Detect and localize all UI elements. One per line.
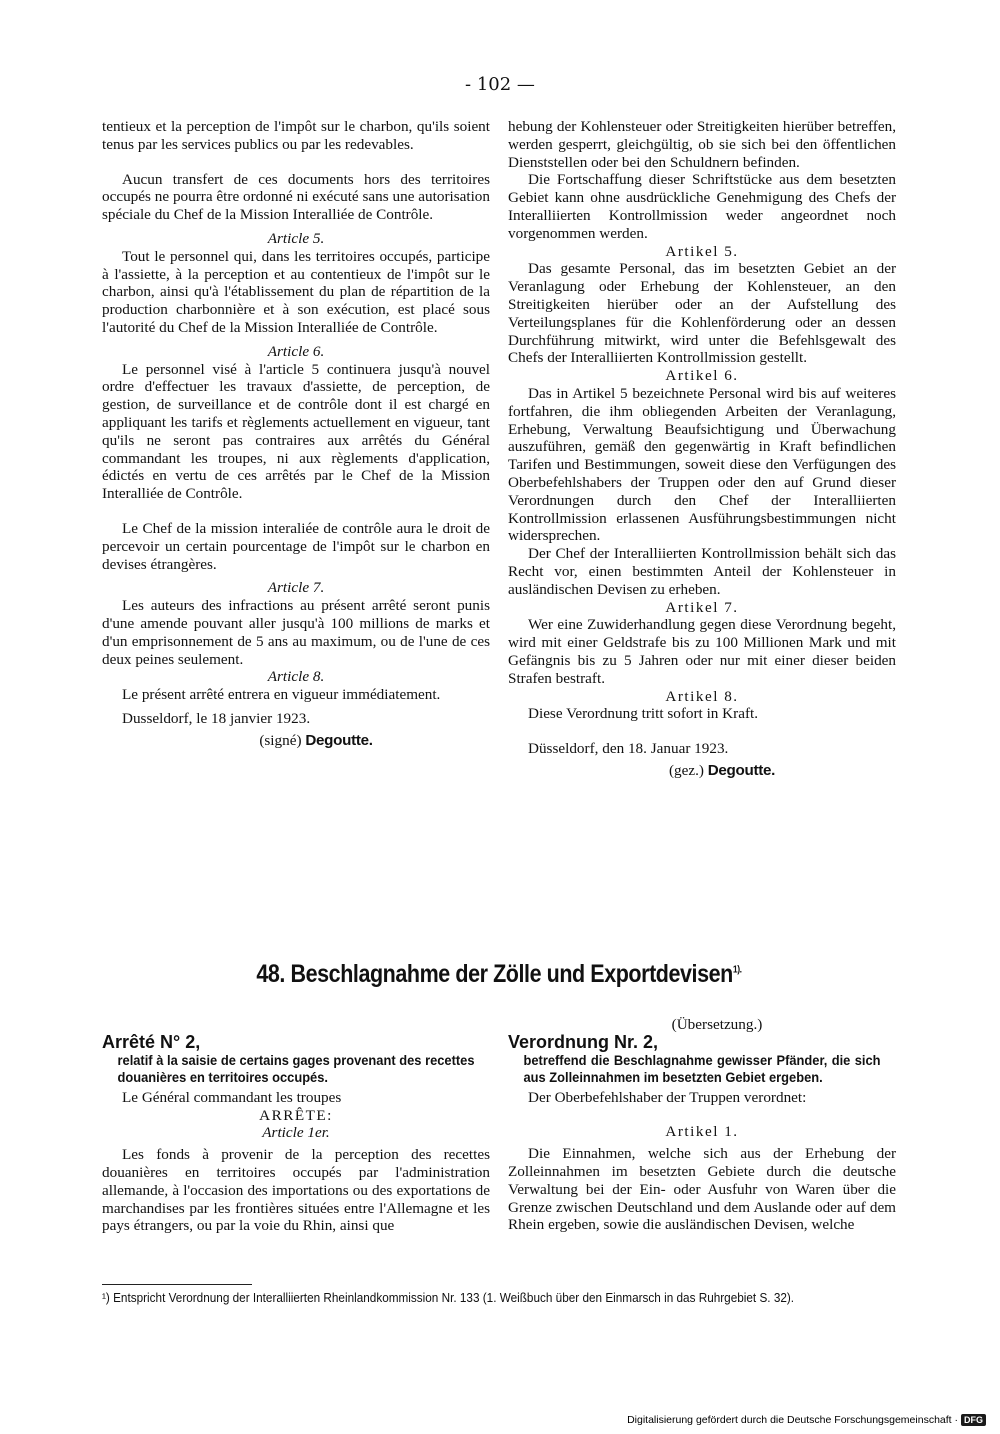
paragraph: Der Chef der Interalliierten Kontrollmission behält sich das Recht vor, einen bestimmten Anteil der Kohlensteuer in ausländischen Devisen zu erheben. [508, 545, 896, 598]
right-column-lower [508, 1016, 896, 1234]
article-heading: Article 8. [267, 668, 325, 686]
article-heading: Artikel 1. [665, 1123, 739, 1141]
decree-subtitle: betreffend die Beschlagnahme gewisser Pfänder, die sich aus Zolleinnahmen im besetzten Gebiet ergeben. [523, 1051, 881, 1085]
decree-word: ARRÊTE: [259, 1106, 333, 1124]
left-column-lower [102, 1034, 490, 1235]
right-column-upper [508, 118, 896, 780]
signature [102, 732, 490, 750]
signature-prefix: (gez.) [668, 761, 704, 779]
article-heading: Artikel 6. [665, 367, 739, 385]
paragraph: Le Chef de la mission interaliée de contrôle aura le droit de percevoir un certain pourcentage de l'impôt sur le charbon en devises étrangères. [102, 519, 490, 573]
footnote: ¹) Entspricht Verordnung der Interalliierten Rheinlandkommission Nr. 133 (1. Weißbuch über den Einmarsch in das Ruhrgebiet S. 32). [102, 1291, 795, 1305]
signature-name: Degoutte. [707, 761, 776, 779]
paragraph: tentieux et la perception de l'impôt sur le charbon, qu'ils soient tenus par les services publics ou par les redevables. [102, 118, 490, 153]
footnote-marker: 1). [732, 964, 742, 976]
signature [508, 762, 896, 780]
section-title-text: 48. Beschlagnahme der Zölle und Exportdevisen [256, 960, 733, 988]
dfg-logo: DFG [961, 1414, 986, 1426]
decree-title: Arrêté N° 2, [102, 1032, 201, 1052]
paragraph: Die Fortschaffung dieser Schriftstücke aus dem besetzten Gebiet kann ohne ausdrückliche Genehmigung des Chefs der Interalliierten Kontrollmission weder angeordnet noch vorgenommen werden. [508, 171, 896, 242]
signature-prefix: (signé) [259, 731, 302, 749]
place-date: Düsseldorf, den 18. Januar 1923. [528, 740, 729, 758]
intro-line: Der Oberbefehlshaber der Truppen verordnet: [528, 1088, 807, 1106]
translation-note: (Übersetzung.) [671, 1016, 763, 1033]
paragraph: Tout le personnel qui, dans les territoires occupés, participe à l'assiette, à la perception et au contentieux de l'impôt sur le charbon, ainsi qu'à l'établissement du plan de répartition de la production charbonnière et à son exécution, est placé sous l'autorité du Chef de la Mission Interalliée de Contrôle. [102, 247, 490, 336]
paragraph: Le présent arrêté entrera en vigueur immédiatement. [122, 686, 441, 704]
paragraph: Wer eine Zuwiderhandlung gegen diese Verordnung begeht, wird mit einer Geldstrafe bis zu 100 Millionen Mark und mit Gefängnis bis zu 5 Jahren oder nur mit einer dieser beiden Strafen bestraft. [508, 616, 896, 687]
left-column-upper [102, 118, 490, 750]
article-heading: Article 1er. [262, 1124, 330, 1142]
article-heading: Article 7. [267, 579, 325, 597]
page-number: - 102 — [465, 74, 535, 95]
paragraph: Aucun transfert de ces documents hors des territoires occupés ne pourra être ordonné ni exécuté sans une autorisation spéciale du Chef de la Mission Interalliée de Contrôle. [102, 170, 490, 224]
intro-line: Le Général commandant les troupes [122, 1088, 342, 1106]
paragraph: Les auteurs des infractions au présent arrêté seront punis d'une amende pouvant aller jusqu'à 100 millions de marks et d'un emprisonnement de 5 ans au maximum, ou de l'une de ces deux peines seulement. [102, 597, 490, 668]
paragraph: Das gesamte Personal, das im besetzten Gebiet an der Veranlagung oder Erhebung der Kohlensteuer, an den Streitigkeiten hierüber oder an der Aufstellung des Verteilungsplanes für die Kohlenförderung oder an dessen Durchführung mitwirkt, wird unter die Befehlsgewalt des Chefs der Interalliierten Kontrollmission gestellt. [508, 260, 896, 367]
digitization-credit [627, 1414, 986, 1426]
signature-name: Degoutte. [305, 731, 373, 749]
section-title [158, 960, 841, 989]
paragraph: Das in Artikel 5 bezeichnete Personal wird bis auf weiteres fortfahren, die ihm obliegenden Arbeiten der Veranlagung, Erhebung, Verwaltung Beaufsichtigung und Überwachung auszuführen, gemäß den gegenwärtig in Kraft befindlichen Tarifen und Bestimmungen, soweit diese den Verfügungen des Oberbefehlshabers der Truppen oder den auf Grund dieser Verordnungen durch den Chef der Interalliierten Kontrollmission erlassenen Ausführungsbestimmungen nicht widersprechen. [508, 384, 896, 545]
article-heading: Article 5. [267, 229, 325, 247]
paragraph: Diese Verordnung tritt sofort in Kraft. [528, 705, 759, 723]
footnote-rule [102, 1284, 252, 1285]
paragraph: Die Einnahmen, welche sich aus der Erhebung der Zolleinnahmen im besetzten Gebiete durch die deutsche Verwaltung bei der Ein- oder Ausfuhr von Waren über die Grenze zwischen Deutschland und dem Auslande oder auf dem Rhein ergeben, sowie die ausländischen Devisen, welche [508, 1145, 896, 1234]
credit-text: Digitalisierung gefördert durch die Deutsche Forschungsgemeinschaft · [627, 1414, 958, 1426]
decree-title: Verordnung Nr. 2, [508, 1031, 659, 1052]
paragraph: Le personnel visé à l'article 5 continuera jusqu'à nouvel ordre d'effectuer les travaux d'assiette, de perception, de gestion, de surveillance et de contrôle dont il est chargé en appliquant les tarifs et règlements actuellement en vigueur, tant qu'ils ne seront pas contraires aux arrêtés du Général commandant les troupes, ni aux règlements d'application, édictés en vertu de ces arrêtés par le Chef de la Mission Interalliée de Contrôle. [102, 360, 490, 503]
article-heading: Article 6. [267, 342, 325, 360]
paragraph: hebung der Kohlensteuer oder Streitigkeiten hierüber betreffen, werden gesperrt, gleichgültig, ob sie sich bei den öffentlichen Dienststellen oder bei den Schuldnern befinden. [508, 118, 896, 171]
article-heading: Artikel 8. [665, 687, 739, 705]
place-date: Dusseldorf, le 18 janvier 1923. [122, 709, 311, 727]
decree-subtitle: relatif à la saisie de certains gages provenant des recettes douanières en territoires occupés. [117, 1051, 475, 1085]
article-heading: Artikel 5. [665, 242, 739, 260]
paragraph: Les fonds à provenir de la perception des recettes douanières en territoires occupés par l'administration allemande, à l'occasion des importations ou des exportations de marchandises par les frontières situées entre l'Allemagne et les pays étrangers, ou par la voie du Rhin, ainsi que [102, 1146, 490, 1235]
article-heading: Artikel 7. [665, 598, 739, 616]
